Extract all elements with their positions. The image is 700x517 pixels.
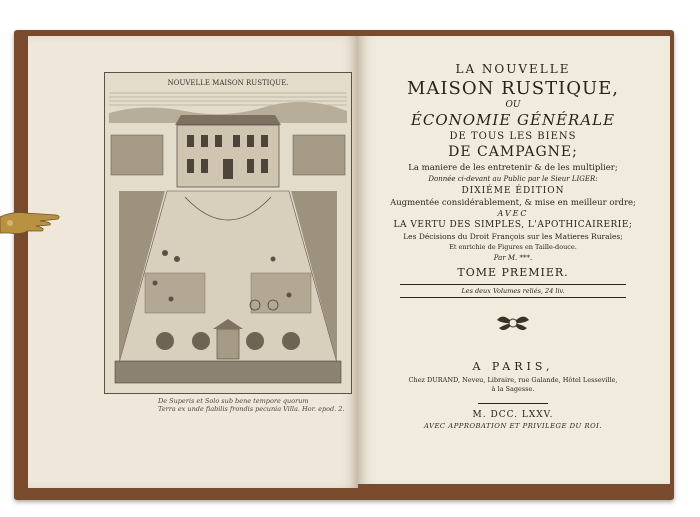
title-line-4: ÉCONOMIE GÉNÉRALE	[410, 111, 616, 129]
price-note: Les deux Volumes reliés, 24 liv.	[400, 284, 626, 298]
imprint	[378, 360, 648, 430]
plate-caption	[158, 397, 348, 413]
imprint-city: A PARIS,	[472, 360, 554, 373]
title-line-12: LA VERTU DES SIMPLES, L'APOTHICAIRERIE;	[393, 220, 633, 230]
title-line-3: OU	[505, 100, 521, 110]
divider	[478, 403, 548, 404]
caption-line-1: De Superis et Solo sub bene tempore quorum	[158, 397, 309, 405]
imprint-publisher-2: à la Sagesse.	[491, 385, 535, 393]
frontispiece-plate	[104, 72, 352, 394]
imprint-publisher-1: Chez DURAND, Neveu, Libraire, rue Galande, Hôtel Lesseville,	[408, 376, 618, 384]
printer-ornament-icon	[493, 310, 533, 336]
imprint-privilege: AVEC APPROBATION ET PRIVILEGE DU ROI.	[423, 422, 602, 430]
caption-line-2: Terra ex unde fiabilis frondis pecunia Villa. Hor. epod. 2.	[158, 405, 345, 413]
title-line-6: DE CAMPAGNE;	[448, 144, 578, 160]
title-line-11: AVEC	[497, 209, 529, 218]
title-line-16: TOME PREMIER.	[457, 266, 569, 279]
title-line-10: Augmentée considérablement, & mise en meilleur ordre;	[390, 198, 636, 208]
brass-hand-icon	[0, 203, 62, 237]
title-line-2: MAISON RUSTIQUE,	[406, 78, 620, 99]
title-line-7: La maniere de les entretenir & de les multiplier;	[408, 163, 618, 173]
title-line-1: LA NOUVELLE	[455, 62, 571, 76]
title-page	[378, 62, 648, 336]
imprint-year: M. DCC. LXXV.	[472, 410, 554, 420]
title-line-8: Donnée ci-devant au Public par le Sieur LIGER:	[428, 175, 598, 183]
plate-title: NOUVELLE MAISON RUSTIQUE.	[167, 79, 289, 87]
title-line-14: Et enrichie de Figures en Taille-douce.	[449, 243, 577, 251]
title-line-9: DIXIÉME ÉDITION	[461, 186, 565, 196]
engraving-illustration	[105, 73, 351, 393]
title-line-13: Les Décisions du Droit François sur les Matieres Rurales;	[403, 232, 623, 241]
title-line-5: DE TOUS LES BIENS	[449, 131, 577, 142]
title-line-15: Par M. ***.	[493, 254, 533, 262]
